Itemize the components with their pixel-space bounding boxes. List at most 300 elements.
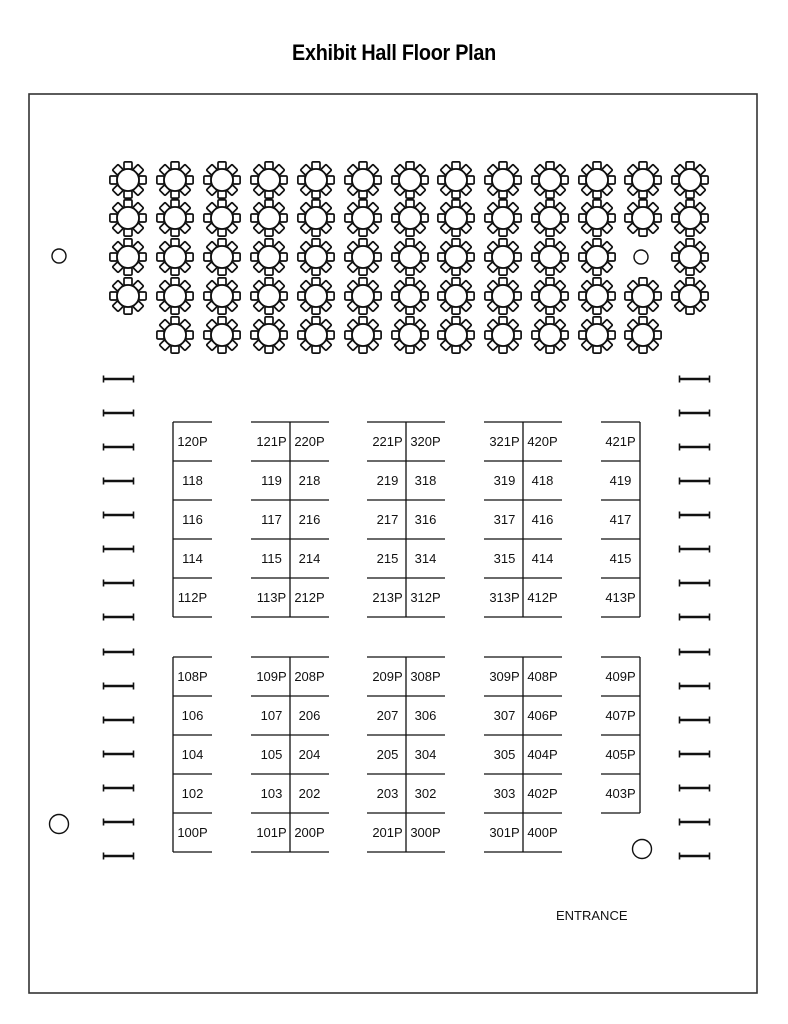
- booth-label[interactable]: 314: [414, 551, 437, 566]
- booth-label[interactable]: 321P: [489, 434, 520, 449]
- chair-icon: [561, 176, 568, 184]
- booth-label[interactable]: 201P: [372, 825, 403, 840]
- booth-label[interactable]: 409P: [605, 669, 636, 684]
- chair-icon: [374, 292, 381, 300]
- booth-label[interactable]: 117: [261, 512, 282, 527]
- chair-icon: [345, 331, 352, 339]
- chair-icon: [514, 292, 521, 300]
- round-table: [204, 239, 240, 275]
- side-table: [103, 717, 134, 724]
- round-table: [251, 317, 287, 353]
- chair-icon: [421, 214, 428, 222]
- chair-icon: [686, 268, 694, 275]
- booth-label[interactable]: 404P: [527, 747, 558, 762]
- chair-icon: [186, 176, 193, 184]
- chair-icon: [438, 176, 445, 184]
- table-top: [632, 324, 654, 346]
- chair-icon: [701, 214, 708, 222]
- chair-icon: [204, 214, 211, 222]
- round-table: [251, 200, 287, 236]
- chair-icon: [280, 292, 287, 300]
- table-top: [399, 285, 421, 307]
- chair-icon: [218, 239, 226, 246]
- side-table: [679, 580, 710, 587]
- entrance-label: ENTRANCE: [556, 908, 628, 923]
- chair-icon: [218, 200, 226, 207]
- booth-label[interactable]: 421P: [605, 434, 636, 449]
- chair-icon: [233, 292, 240, 300]
- booth-label[interactable]: 403P: [605, 786, 636, 801]
- booth-label[interactable]: 320P: [410, 434, 441, 449]
- chair-icon: [124, 268, 132, 275]
- round-table: [672, 200, 708, 236]
- booth-label[interactable]: 102: [181, 786, 204, 801]
- round-table: [532, 239, 568, 275]
- booth-label[interactable]: 200P: [294, 825, 325, 840]
- chair-icon: [579, 214, 586, 222]
- booth-label[interactable]: 206: [298, 708, 321, 723]
- chair-icon: [312, 162, 320, 169]
- chair-icon: [686, 307, 694, 314]
- booth-label[interactable]: 205: [376, 747, 399, 762]
- chair-icon: [608, 253, 615, 261]
- table-top: [399, 246, 421, 268]
- booth-label[interactable]: 313P: [489, 590, 520, 605]
- round-table: [532, 162, 568, 198]
- round-table: [345, 239, 381, 275]
- chair-icon: [204, 331, 211, 339]
- table-top: [679, 207, 701, 229]
- booth-label[interactable]: 301P: [489, 825, 520, 840]
- chair-icon: [593, 239, 601, 246]
- round-table: [438, 317, 474, 353]
- booth-label[interactable]: 209P: [372, 669, 403, 684]
- chair-icon: [392, 292, 399, 300]
- chair-icon: [499, 317, 507, 324]
- pillar-icon: [634, 250, 648, 264]
- booth-label[interactable]: 402P: [527, 786, 558, 801]
- booth-label[interactable]: 317: [493, 512, 516, 527]
- table-top: [539, 169, 561, 191]
- chair-icon: [514, 214, 521, 222]
- table-top: [211, 285, 233, 307]
- round-table: [579, 278, 615, 314]
- round-table: [579, 162, 615, 198]
- round-table: [251, 239, 287, 275]
- chair-icon: [438, 214, 445, 222]
- chair-icon: [204, 253, 211, 261]
- chair-icon: [233, 253, 240, 261]
- chair-icon: [374, 331, 381, 339]
- chair-icon: [359, 346, 367, 353]
- chair-icon: [124, 239, 132, 246]
- round-table: [579, 200, 615, 236]
- booth-label[interactable]: 420P: [527, 434, 558, 449]
- booth-label[interactable]: 118: [182, 473, 203, 488]
- round-table: [298, 278, 334, 314]
- booth-label[interactable]: 417: [609, 512, 632, 527]
- booth-label[interactable]: 218: [298, 473, 321, 488]
- booth-label[interactable]: 114: [182, 551, 203, 566]
- booth-aisle-double: [367, 422, 445, 617]
- chair-icon: [218, 317, 226, 324]
- table-top: [492, 207, 514, 229]
- round-table: [392, 278, 428, 314]
- chair-icon: [579, 253, 586, 261]
- booth-label[interactable]: 100P: [177, 825, 208, 840]
- booth-label[interactable]: 413P: [605, 590, 636, 605]
- booth-label[interactable]: 112P: [177, 590, 208, 605]
- booth-label[interactable]: 418: [531, 473, 554, 488]
- booth-label[interactable]: 221P: [372, 434, 403, 449]
- chair-icon: [359, 191, 367, 198]
- side-table: [103, 478, 134, 485]
- booth-block-lower: [173, 657, 640, 852]
- booth-label[interactable]: 105: [260, 747, 283, 762]
- booth-label[interactable]: 305: [493, 747, 516, 762]
- chair-icon: [218, 278, 226, 285]
- booth-label[interactable]: 415: [609, 551, 632, 566]
- side-table: [103, 512, 134, 519]
- chair-icon: [499, 307, 507, 314]
- round-table: [392, 162, 428, 198]
- chair-icon: [157, 253, 164, 261]
- chair-icon: [265, 278, 273, 285]
- chair-icon: [499, 278, 507, 285]
- chair-icon: [406, 229, 414, 236]
- booth-label[interactable]: 202: [298, 786, 321, 801]
- chair-icon: [374, 253, 381, 261]
- round-table: [204, 200, 240, 236]
- chair-icon: [532, 292, 539, 300]
- booth-label[interactable]: 307: [493, 708, 516, 723]
- round-table: [157, 200, 193, 236]
- round-table: [485, 239, 521, 275]
- table-top: [445, 169, 467, 191]
- table-top: [305, 285, 327, 307]
- chair-icon: [406, 317, 414, 324]
- round-table: [438, 200, 474, 236]
- table-top: [352, 246, 374, 268]
- chair-icon: [359, 307, 367, 314]
- side-table: [679, 751, 710, 758]
- chair-icon: [593, 162, 601, 169]
- chair-icon: [532, 214, 539, 222]
- chair-icon: [532, 176, 539, 184]
- booth-aisle-double: [484, 422, 562, 617]
- table-top: [492, 169, 514, 191]
- pillar-icon: [50, 815, 69, 834]
- chair-icon: [204, 292, 211, 300]
- chair-icon: [171, 317, 179, 324]
- booth-label[interactable]: 121P: [256, 434, 287, 449]
- chair-icon: [186, 214, 193, 222]
- booth-label[interactable]: 101P: [256, 825, 287, 840]
- side-table: [679, 649, 710, 656]
- booth-label[interactable]: 306: [414, 708, 437, 723]
- table-top: [399, 169, 421, 191]
- chair-icon: [593, 229, 601, 236]
- round-table: [438, 162, 474, 198]
- chair-icon: [359, 162, 367, 169]
- booth-label[interactable]: 406P: [527, 708, 558, 723]
- booth-aisle-double: [251, 657, 329, 852]
- table-top: [164, 169, 186, 191]
- chair-icon: [110, 292, 117, 300]
- booth-label[interactable]: 220P: [294, 434, 325, 449]
- side-table: [679, 853, 710, 860]
- round-table: [157, 278, 193, 314]
- chair-icon: [298, 253, 305, 261]
- chair-icon: [374, 214, 381, 222]
- booth-aisle-double: [484, 657, 562, 852]
- booth-label[interactable]: 207: [376, 708, 399, 723]
- chair-icon: [312, 191, 320, 198]
- booth-label[interactable]: 217: [376, 512, 399, 527]
- booth-label[interactable]: 203: [376, 786, 399, 801]
- chair-icon: [672, 176, 679, 184]
- booth-label[interactable]: 116: [182, 512, 203, 527]
- booth-label[interactable]: 400P: [527, 825, 558, 840]
- booth-label[interactable]: 318: [414, 473, 437, 488]
- table-top: [305, 207, 327, 229]
- chair-icon: [485, 331, 492, 339]
- chair-icon: [625, 176, 632, 184]
- chair-icon: [672, 214, 679, 222]
- chair-icon: [392, 253, 399, 261]
- table-top: [586, 324, 608, 346]
- chair-icon: [625, 214, 632, 222]
- chair-icon: [499, 200, 507, 207]
- chair-icon: [579, 331, 586, 339]
- chair-icon: [593, 278, 601, 285]
- side-table: [103, 410, 134, 417]
- chair-icon: [546, 268, 554, 275]
- chair-icon: [345, 176, 352, 184]
- booth-label[interactable]: 103: [260, 786, 283, 801]
- side-table: [679, 683, 710, 690]
- chair-icon: [593, 317, 601, 324]
- booth-label[interactable]: 309P: [489, 669, 520, 684]
- chair-icon: [251, 214, 258, 222]
- chair-icon: [280, 331, 287, 339]
- chair-icon: [265, 307, 273, 314]
- chair-icon: [467, 176, 474, 184]
- booth-label[interactable]: 104: [181, 747, 204, 762]
- booth-label[interactable]: 108P: [177, 669, 208, 684]
- chair-icon: [593, 307, 601, 314]
- chair-icon: [593, 268, 601, 275]
- round-table: [532, 317, 568, 353]
- booth-label[interactable]: 316: [414, 512, 437, 527]
- side-table: [103, 751, 134, 758]
- booth-label[interactable]: 113P: [256, 590, 287, 605]
- chair-icon: [654, 331, 661, 339]
- side-table: [679, 444, 710, 451]
- booth-label[interactable]: 308P: [410, 669, 441, 684]
- page-title: Exhibit Hall Floor Plan: [292, 40, 496, 65]
- side-table: [679, 614, 710, 621]
- booth-block-upper: [173, 422, 640, 617]
- chair-icon: [546, 278, 554, 285]
- booth-label[interactable]: 419: [609, 473, 632, 488]
- booth-label[interactable]: 214: [298, 551, 321, 566]
- booth-label[interactable]: 405P: [605, 747, 636, 762]
- round-table: [579, 239, 615, 275]
- table-top: [117, 207, 139, 229]
- booth-label[interactable]: 212P: [294, 590, 325, 605]
- round-table: [157, 317, 193, 353]
- booth-aisle-single-right: [601, 422, 640, 617]
- chair-icon: [124, 229, 132, 236]
- booth-label[interactable]: 208P: [294, 669, 325, 684]
- chair-icon: [701, 176, 708, 184]
- booth-label[interactable]: 109P: [256, 669, 287, 684]
- booth-label[interactable]: 204: [298, 747, 321, 762]
- booth-label[interactable]: 412P: [527, 590, 558, 605]
- round-table: [345, 317, 381, 353]
- table-top: [258, 285, 280, 307]
- chair-icon: [139, 292, 146, 300]
- chair-icon: [171, 307, 179, 314]
- booth-label[interactable]: 312P: [410, 590, 441, 605]
- round-table: [110, 278, 146, 314]
- chair-icon: [327, 292, 334, 300]
- chair-icon: [157, 292, 164, 300]
- booth-label[interactable]: 315: [493, 551, 516, 566]
- chair-icon: [312, 239, 320, 246]
- table-top: [211, 169, 233, 191]
- chair-icon: [406, 162, 414, 169]
- booth-label[interactable]: 215: [376, 551, 399, 566]
- chair-icon: [265, 239, 273, 246]
- round-table: [625, 200, 661, 236]
- chair-icon: [218, 229, 226, 236]
- booth-label[interactable]: 407P: [605, 708, 636, 723]
- chair-icon: [686, 191, 694, 198]
- booth-label[interactable]: 115: [261, 551, 282, 566]
- chair-icon: [485, 176, 492, 184]
- chair-icon: [701, 253, 708, 261]
- table-top: [305, 324, 327, 346]
- chair-icon: [654, 292, 661, 300]
- side-table: [103, 853, 134, 860]
- table-top: [632, 285, 654, 307]
- table-top: [539, 246, 561, 268]
- booth-label[interactable]: 319: [493, 473, 516, 488]
- chair-icon: [452, 278, 460, 285]
- chair-icon: [124, 278, 132, 285]
- round-table: [625, 317, 661, 353]
- chair-icon: [406, 278, 414, 285]
- table-top: [492, 324, 514, 346]
- booth-label[interactable]: 106: [181, 708, 204, 723]
- chair-icon: [421, 176, 428, 184]
- table-top: [679, 285, 701, 307]
- booth-label[interactable]: 219: [376, 473, 399, 488]
- booth-aisle-single-left: [173, 657, 212, 852]
- chair-icon: [327, 331, 334, 339]
- table-top: [445, 324, 467, 346]
- chair-icon: [327, 214, 334, 222]
- table-top: [445, 207, 467, 229]
- chair-icon: [608, 292, 615, 300]
- booth-label[interactable]: 213P: [372, 590, 403, 605]
- booth-aisle-single-left: [173, 422, 212, 617]
- booth-label[interactable]: 304: [414, 747, 437, 762]
- chair-icon: [421, 331, 428, 339]
- chair-icon: [546, 307, 554, 314]
- chair-icon: [171, 268, 179, 275]
- chair-icon: [686, 162, 694, 169]
- chair-icon: [280, 214, 287, 222]
- round-table: [157, 239, 193, 275]
- booth-label[interactable]: 416: [531, 512, 554, 527]
- booth-label[interactable]: 408P: [527, 669, 558, 684]
- table-top: [445, 246, 467, 268]
- table-top: [492, 285, 514, 307]
- booth-label[interactable]: 120P: [177, 434, 208, 449]
- round-table: [392, 317, 428, 353]
- booth-label[interactable]: 303: [493, 786, 516, 801]
- chair-icon: [686, 278, 694, 285]
- table-top: [258, 169, 280, 191]
- chair-icon: [579, 176, 586, 184]
- chair-icon: [639, 317, 647, 324]
- chair-icon: [654, 176, 661, 184]
- chair-icon: [218, 307, 226, 314]
- booth-label[interactable]: 300P: [410, 825, 441, 840]
- chair-icon: [157, 331, 164, 339]
- round-table: [345, 278, 381, 314]
- round-table: [392, 239, 428, 275]
- chair-icon: [608, 214, 615, 222]
- chair-icon: [514, 176, 521, 184]
- table-top: [164, 246, 186, 268]
- chair-icon: [452, 317, 460, 324]
- chair-icon: [532, 253, 539, 261]
- booth-label[interactable]: 216: [298, 512, 321, 527]
- chair-icon: [265, 317, 273, 324]
- booth-label[interactable]: 107: [260, 708, 283, 723]
- chair-icon: [452, 346, 460, 353]
- chair-icon: [406, 268, 414, 275]
- table-top: [117, 169, 139, 191]
- chair-icon: [421, 292, 428, 300]
- chair-icon: [639, 162, 647, 169]
- chair-icon: [452, 229, 460, 236]
- booth-label[interactable]: 119: [261, 473, 282, 488]
- chair-icon: [561, 292, 568, 300]
- chair-icon: [438, 331, 445, 339]
- chair-icon: [139, 176, 146, 184]
- round-table: [110, 200, 146, 236]
- chair-icon: [171, 239, 179, 246]
- chair-icon: [579, 292, 586, 300]
- chair-icon: [298, 292, 305, 300]
- chair-icon: [499, 229, 507, 236]
- round-table: [438, 278, 474, 314]
- chair-icon: [392, 176, 399, 184]
- round-table: [438, 239, 474, 275]
- side-table: [679, 546, 710, 553]
- booth-aisle-single-right: [601, 657, 640, 813]
- round-table: [672, 278, 708, 314]
- chair-icon: [312, 317, 320, 324]
- booth-label[interactable]: 302: [414, 786, 437, 801]
- table-top: [399, 324, 421, 346]
- booth-label[interactable]: 414: [531, 551, 554, 566]
